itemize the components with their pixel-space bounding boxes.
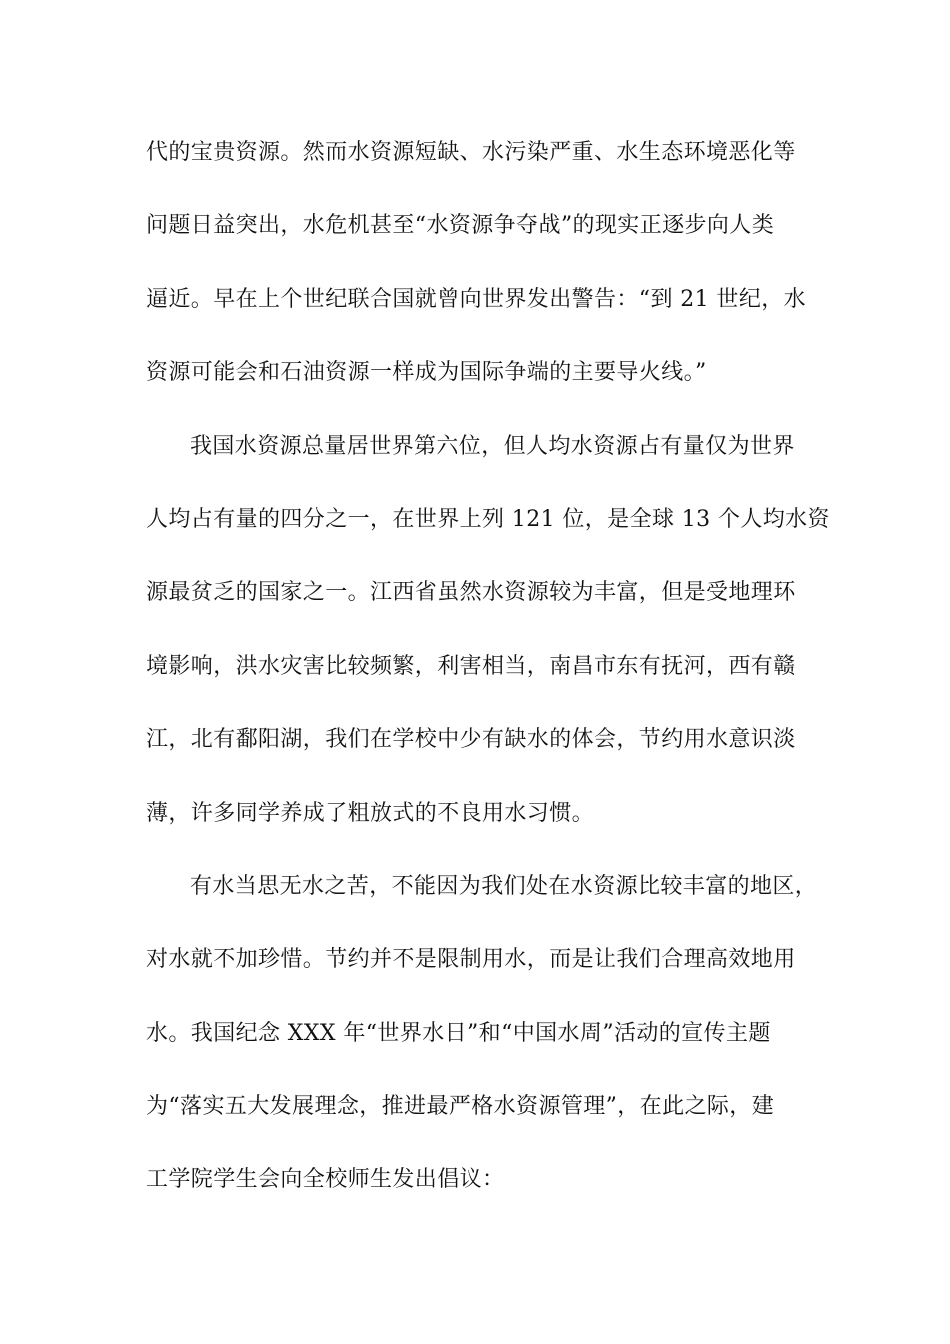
- text-line: 江，北有鄱阳湖，我们在学校中少有缺水的体会，节约用水意识淡: [146, 727, 796, 753]
- text-line: 为“落实五大发展理念，推进最严格水资源管理”，在此之际，建: [146, 1094, 775, 1120]
- text-line: 境影响，洪水灾害比较频繁，利害相当，南昌市东有抚河，西有赣: [146, 653, 796, 679]
- text-line: 源最贫乏的国家之一。江西省虽然水资源较为丰富，但是受地理环: [146, 580, 796, 606]
- text-line: 资源可能会和石油资源一样成为国际争端的主要导火线。”: [146, 360, 707, 386]
- paragraph-start-line: 我国水资源总量居世界第六位，但人均水资源占有量仅为世界: [190, 433, 795, 459]
- paragraph-start-line: 有水当思无水之苦，不能因为我们处在水资源比较丰富的地区，: [190, 873, 818, 899]
- text-line: 薄，许多同学养成了粗放式的不良用水习惯。: [146, 800, 595, 826]
- text-line: 逼近。早在上个世纪联合国就曾向世界发出警告：“到 21 世纪，水: [146, 286, 807, 312]
- text-line: 人均占有量的四分之一，在世界上列 121 位，是全球 13 个人均水资: [146, 506, 830, 532]
- text-line: 问题日益突出，水危机甚至“水资源争夺战”的现实正逐步向人类: [146, 213, 775, 239]
- text-line: 对水就不加珍惜。节约并不是限制用水，而是让我们合理高效地用: [146, 947, 796, 973]
- document-body: [146, 130, 830, 1231]
- text-line: 代的宝贵资源。然而水资源短缺、水污染严重、水生态环境恶化等: [146, 140, 796, 165]
- text-line: 水。我国纪念 XXX 年“世界水日”和“中国水周”活动的宣传主题: [146, 1020, 771, 1046]
- text-line: 工学院学生会向全校师生发出倡议：: [146, 1167, 505, 1193]
